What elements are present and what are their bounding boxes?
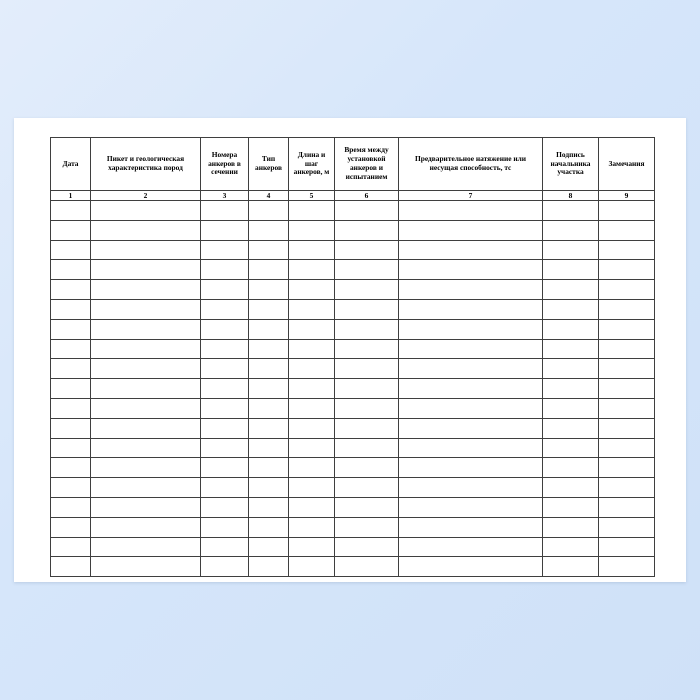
table-cell — [51, 359, 91, 379]
table-cell — [249, 299, 289, 319]
table-cell — [399, 280, 543, 300]
table-cell — [51, 418, 91, 438]
table-cell — [91, 517, 201, 537]
table-header — [51, 138, 655, 201]
table-cell — [249, 280, 289, 300]
table-cell — [335, 339, 399, 359]
table-cell — [289, 379, 335, 399]
column-number-5: 5 — [289, 191, 335, 201]
table-cell — [599, 220, 655, 240]
table-cell — [51, 201, 91, 221]
table-cell — [289, 438, 335, 458]
table-cell — [249, 339, 289, 359]
table-cell — [599, 299, 655, 319]
table-cell — [399, 201, 543, 221]
table-cell — [249, 418, 289, 438]
paper-sheet — [14, 118, 686, 582]
table-cell — [335, 398, 399, 418]
table-cell — [249, 359, 289, 379]
table-cell — [289, 557, 335, 577]
column-header-pretension-or-bearing-capacity: Предварительное натяжение или несущая способность, тс — [399, 138, 543, 191]
table-cell — [91, 220, 201, 240]
table-cell — [543, 359, 599, 379]
table-cell — [599, 319, 655, 339]
journal-table-container — [50, 137, 654, 577]
table-cell — [201, 359, 249, 379]
table-cell — [399, 497, 543, 517]
table-cell — [543, 260, 599, 280]
table-cell — [91, 299, 201, 319]
table-cell — [335, 201, 399, 221]
table-cell — [399, 299, 543, 319]
column-header-anchor-type: Тип анкеров — [249, 138, 289, 191]
table-cell — [51, 339, 91, 359]
table-cell — [399, 220, 543, 240]
table-cell — [335, 299, 399, 319]
table-cell — [335, 359, 399, 379]
table-cell — [599, 557, 655, 577]
table-cell — [51, 517, 91, 537]
table-row — [51, 398, 655, 418]
table-cell — [289, 458, 335, 478]
table-cell — [249, 319, 289, 339]
table-cell — [289, 497, 335, 517]
journal-table — [50, 137, 655, 577]
table-cell — [91, 379, 201, 399]
table-cell — [335, 379, 399, 399]
table-cell — [399, 557, 543, 577]
table-cell — [399, 339, 543, 359]
table-cell — [399, 478, 543, 498]
table-row — [51, 537, 655, 557]
table-cell — [289, 339, 335, 359]
table-cell — [289, 398, 335, 418]
table-cell — [599, 438, 655, 458]
table-cell — [335, 418, 399, 438]
table-cell — [249, 438, 289, 458]
table-row — [51, 557, 655, 577]
table-cell — [543, 319, 599, 339]
table-cell — [91, 537, 201, 557]
column-header-anchor-length-and-spacing: Длина и шаг анкеров, м — [289, 138, 335, 191]
column-number-8: 8 — [543, 191, 599, 201]
table-cell — [543, 497, 599, 517]
table-cell — [599, 201, 655, 221]
table-cell — [91, 398, 201, 418]
table-row — [51, 299, 655, 319]
table-cell — [335, 458, 399, 478]
table-cell — [201, 438, 249, 458]
column-header-remarks: Замечания — [599, 138, 655, 191]
table-cell — [335, 517, 399, 537]
table-cell — [51, 497, 91, 517]
table-cell — [201, 557, 249, 577]
table-cell — [51, 537, 91, 557]
table-cell — [91, 201, 201, 221]
table-row — [51, 379, 655, 399]
table-cell — [335, 438, 399, 458]
table-cell — [543, 517, 599, 537]
table-cell — [91, 240, 201, 260]
column-header-time-between-install-and-test: Время между установкой анкеров и испытанием — [335, 138, 399, 191]
column-number-row — [51, 191, 655, 201]
table-cell — [399, 319, 543, 339]
table-row — [51, 260, 655, 280]
table-cell — [543, 379, 599, 399]
table-row — [51, 438, 655, 458]
table-cell — [249, 478, 289, 498]
table-cell — [201, 537, 249, 557]
table-cell — [91, 458, 201, 478]
table-cell — [51, 260, 91, 280]
table-cell — [543, 398, 599, 418]
table-cell — [599, 280, 655, 300]
table-cell — [599, 359, 655, 379]
table-cell — [543, 240, 599, 260]
table-cell — [599, 240, 655, 260]
column-header-peg-and-rock-description: Пикет и геологическая характеристика пород — [91, 138, 201, 191]
table-cell — [91, 359, 201, 379]
column-number-3: 3 — [201, 191, 249, 201]
table-cell — [201, 299, 249, 319]
table-cell — [201, 458, 249, 478]
table-cell — [543, 339, 599, 359]
table-cell — [289, 280, 335, 300]
table-cell — [51, 458, 91, 478]
table-cell — [399, 260, 543, 280]
table-cell — [51, 379, 91, 399]
table-cell — [543, 537, 599, 557]
column-header-anchor-numbers: Номера анкеров в сечении — [201, 138, 249, 191]
table-row — [51, 319, 655, 339]
table-cell — [91, 438, 201, 458]
table-cell — [289, 418, 335, 438]
table-cell — [543, 438, 599, 458]
column-number-9: 9 — [599, 191, 655, 201]
table-cell — [201, 478, 249, 498]
table-row — [51, 517, 655, 537]
table-cell — [335, 497, 399, 517]
table-cell — [289, 478, 335, 498]
table-cell — [599, 398, 655, 418]
table-cell — [335, 557, 399, 577]
table-cell — [91, 260, 201, 280]
table-cell — [599, 379, 655, 399]
table-cell — [249, 379, 289, 399]
table-cell — [289, 260, 335, 280]
table-cell — [51, 299, 91, 319]
table-cell — [51, 280, 91, 300]
table-cell — [91, 557, 201, 577]
table-cell — [249, 557, 289, 577]
column-number-7: 7 — [399, 191, 543, 201]
table-cell — [51, 220, 91, 240]
table-cell — [289, 201, 335, 221]
table-cell — [399, 359, 543, 379]
table-cell — [599, 517, 655, 537]
table-cell — [249, 220, 289, 240]
table-cell — [201, 220, 249, 240]
table-cell — [289, 537, 335, 557]
column-number-6: 6 — [335, 191, 399, 201]
table-cell — [335, 319, 399, 339]
table-cell — [201, 260, 249, 280]
table-cell — [543, 280, 599, 300]
table-cell — [399, 438, 543, 458]
table-cell — [201, 240, 249, 260]
table-cell — [543, 458, 599, 478]
table-cell — [335, 260, 399, 280]
column-number-4: 4 — [249, 191, 289, 201]
table-cell — [201, 497, 249, 517]
table-cell — [249, 398, 289, 418]
column-header-date: Дата — [51, 138, 91, 191]
table-cell — [289, 240, 335, 260]
table-cell — [91, 478, 201, 498]
column-number-2: 2 — [91, 191, 201, 201]
table-cell — [335, 220, 399, 240]
table-cell — [201, 398, 249, 418]
column-number-1: 1 — [51, 191, 91, 201]
table-cell — [201, 280, 249, 300]
table-row — [51, 240, 655, 260]
table-cell — [399, 240, 543, 260]
table-cell — [543, 478, 599, 498]
table-cell — [51, 478, 91, 498]
table-cell — [399, 517, 543, 537]
table-cell — [201, 418, 249, 438]
table-row — [51, 418, 655, 438]
table-cell — [599, 418, 655, 438]
table-cell — [543, 220, 599, 240]
table-row — [51, 220, 655, 240]
table-cell — [543, 299, 599, 319]
table-cell — [249, 537, 289, 557]
table-cell — [599, 537, 655, 557]
table-cell — [51, 557, 91, 577]
table-cell — [599, 497, 655, 517]
table-row — [51, 201, 655, 221]
table-cell — [51, 240, 91, 260]
table-cell — [249, 497, 289, 517]
header-row — [51, 138, 655, 191]
table-row — [51, 458, 655, 478]
table-cell — [201, 339, 249, 359]
table-cell — [399, 379, 543, 399]
table-cell — [335, 240, 399, 260]
table-body — [51, 201, 655, 577]
table-cell — [91, 280, 201, 300]
column-header-foreman-signature: Подпись начальника участка — [543, 138, 599, 191]
table-cell — [543, 418, 599, 438]
table-cell — [201, 319, 249, 339]
table-cell — [249, 201, 289, 221]
table-cell — [335, 537, 399, 557]
table-cell — [201, 517, 249, 537]
table-cell — [51, 319, 91, 339]
table-cell — [91, 319, 201, 339]
table-cell — [91, 339, 201, 359]
table-cell — [249, 458, 289, 478]
table-cell — [543, 201, 599, 221]
table-cell — [289, 220, 335, 240]
table-row — [51, 497, 655, 517]
table-cell — [599, 458, 655, 478]
table-cell — [543, 557, 599, 577]
table-cell — [201, 379, 249, 399]
table-cell — [399, 398, 543, 418]
table-cell — [289, 359, 335, 379]
table-cell — [399, 537, 543, 557]
table-cell — [289, 517, 335, 537]
table-cell — [335, 280, 399, 300]
table-cell — [399, 418, 543, 438]
table-row — [51, 280, 655, 300]
table-row — [51, 478, 655, 498]
table-row — [51, 359, 655, 379]
table-cell — [289, 299, 335, 319]
table-cell — [91, 497, 201, 517]
table-cell — [249, 517, 289, 537]
table-cell — [289, 319, 335, 339]
table-cell — [399, 458, 543, 478]
table-cell — [599, 260, 655, 280]
table-cell — [599, 339, 655, 359]
table-row — [51, 339, 655, 359]
table-cell — [249, 240, 289, 260]
table-cell — [249, 260, 289, 280]
table-cell — [599, 478, 655, 498]
table-cell — [51, 398, 91, 418]
table-cell — [51, 438, 91, 458]
table-cell — [201, 201, 249, 221]
table-cell — [335, 478, 399, 498]
table-cell — [91, 418, 201, 438]
